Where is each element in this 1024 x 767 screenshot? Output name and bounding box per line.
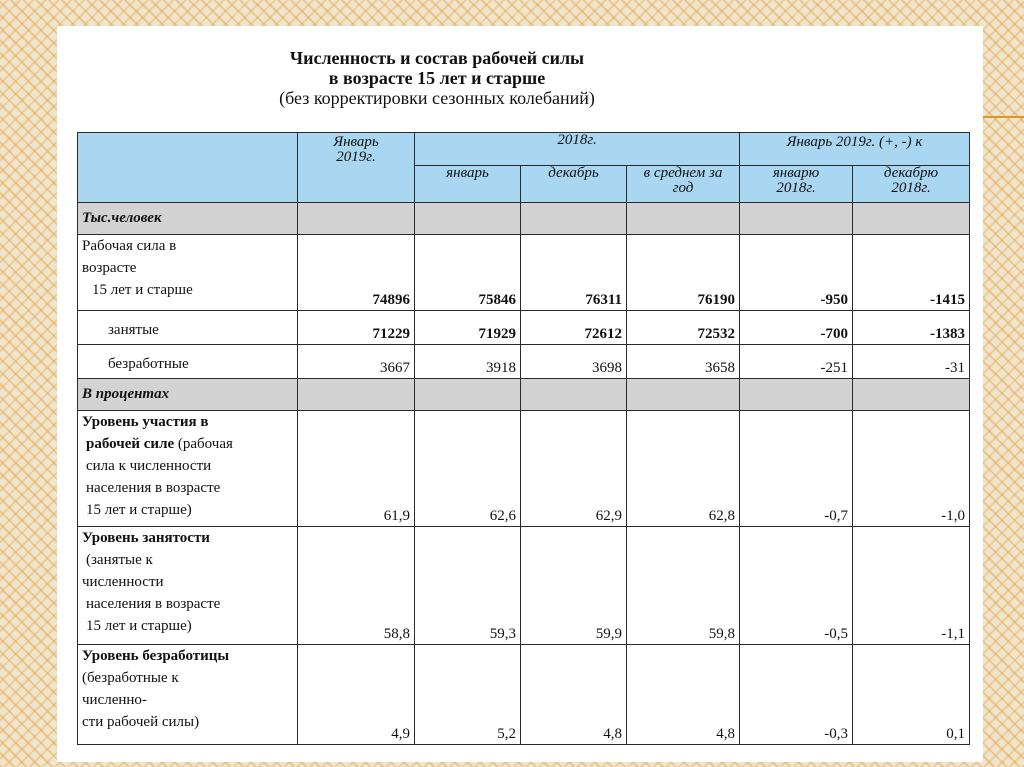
label-line: численности (82, 574, 164, 590)
table-row-labor-force (78, 235, 970, 311)
label-line: безработные (108, 356, 189, 372)
accent-line (982, 116, 1024, 118)
table-row-employment (78, 527, 970, 645)
section-row-percent (78, 379, 970, 411)
slide (57, 26, 983, 762)
section-row-thousands (78, 203, 970, 235)
table-title (57, 48, 817, 109)
value-cell: -0,5 (740, 527, 853, 645)
value-cell: 4,8 (627, 645, 740, 745)
table-row-unemployment (78, 645, 970, 745)
table-row-unemployed (78, 345, 970, 379)
header-vs-jan2018 (740, 166, 853, 203)
header-change (740, 133, 970, 166)
value-cell: 59,3 (415, 527, 521, 645)
header-vs-dec2018 (853, 166, 970, 203)
value-cell: 72612 (521, 311, 627, 345)
value-cell: 4,9 (298, 645, 415, 745)
value-cell: 74896 (298, 235, 415, 311)
row-label-employment (78, 527, 298, 645)
value-cell: 59,9 (521, 527, 627, 645)
label-line: населения в возрасте (86, 480, 221, 496)
row-label-unemployment (78, 645, 298, 745)
header-2018: 2018г. (415, 133, 740, 166)
title-line-1: Численность и состав рабочей силы (289, 48, 585, 68)
value-cell: -31 (853, 345, 970, 379)
label-line: 15 лет и старше) (86, 502, 192, 518)
label-line: 15 лет и старше) (86, 618, 192, 634)
title-line-2: в возрасте 15 лет и старше (328, 68, 546, 88)
value-cell: 5,2 (415, 645, 521, 745)
row-label-unemployed (78, 345, 298, 379)
label-line: возрасте (82, 260, 137, 276)
row-label-labor-force (78, 235, 298, 311)
value-cell: -0,7 (740, 411, 853, 527)
row-label-employed (78, 311, 298, 345)
value-cell: -1,0 (853, 411, 970, 527)
header-change-text: Январь 2019г. (+, -) к (786, 134, 923, 150)
value-cell: 3667 (298, 345, 415, 379)
label-line: Уровень участия в (82, 414, 209, 430)
value-cell: 3658 (627, 345, 740, 379)
value-cell: 72532 (627, 311, 740, 345)
label-bold-part: рабочей силе (86, 436, 175, 452)
value-cell: 62,6 (415, 411, 521, 527)
section-label-percent: В процентах (78, 379, 298, 411)
value-cell: -1415 (853, 235, 970, 311)
value-cell: 71929 (415, 311, 521, 345)
value-cell: 76190 (627, 235, 740, 311)
row-label-participation (78, 411, 298, 527)
label-line: Рабочая сила в (82, 238, 177, 254)
value-cell: 3698 (521, 345, 627, 379)
header-empty-cell (78, 133, 298, 203)
table-row-employed (78, 311, 970, 345)
header-jan2019 (298, 133, 415, 203)
header-vs-jan2018-text: январю 2018г. (772, 165, 820, 196)
table-row-participation (78, 411, 970, 527)
value-cell: -1383 (853, 311, 970, 345)
section-label-thousands: Тыс.человек (78, 203, 298, 235)
label-rest-part: (рабочая (174, 436, 233, 452)
value-cell: 58,8 (298, 527, 415, 645)
label-line: сти рабочей силы) (82, 714, 200, 730)
label-line: занятые (108, 322, 159, 338)
labor-force-table (77, 132, 970, 745)
header-avg-year (627, 166, 740, 203)
value-cell: 62,8 (627, 411, 740, 527)
value-cell: 71229 (298, 311, 415, 345)
value-cell: -0,3 (740, 645, 853, 745)
value-cell: 76311 (521, 235, 627, 311)
value-cell: -251 (740, 345, 853, 379)
label-line: Уровень занятости (82, 530, 210, 546)
label-line: (безработные к (82, 670, 179, 686)
title-line-3: (без корректировки сезонных колебаний) (279, 88, 595, 108)
value-cell: 75846 (415, 235, 521, 311)
value-cell: 0,1 (853, 645, 970, 745)
header-row-1 (78, 133, 970, 166)
label-line: населения в возрасте (86, 596, 221, 612)
value-cell: 61,9 (298, 411, 415, 527)
header-january: январь (415, 166, 521, 203)
header-vs-dec2018-text: декабрю 2018г. (883, 165, 939, 196)
value-cell: -1,1 (853, 527, 970, 645)
header-jan2019-text: Январь 2019г. (333, 134, 379, 165)
value-cell: -950 (740, 235, 853, 311)
value-cell: -700 (740, 311, 853, 345)
label-line: Уровень безработицы (82, 648, 230, 664)
header-december: декабрь (521, 166, 627, 203)
label-line: сила к численности (86, 458, 212, 474)
label-line: численно- (82, 692, 147, 708)
value-cell: 4,8 (521, 645, 627, 745)
label-line: 15 лет и старше (92, 282, 193, 298)
header-avg-year-text: в среднем за год (643, 165, 723, 196)
value-cell: 59,8 (627, 527, 740, 645)
value-cell: 3918 (415, 345, 521, 379)
value-cell: 62,9 (521, 411, 627, 527)
label-line: (занятые к (86, 552, 153, 568)
